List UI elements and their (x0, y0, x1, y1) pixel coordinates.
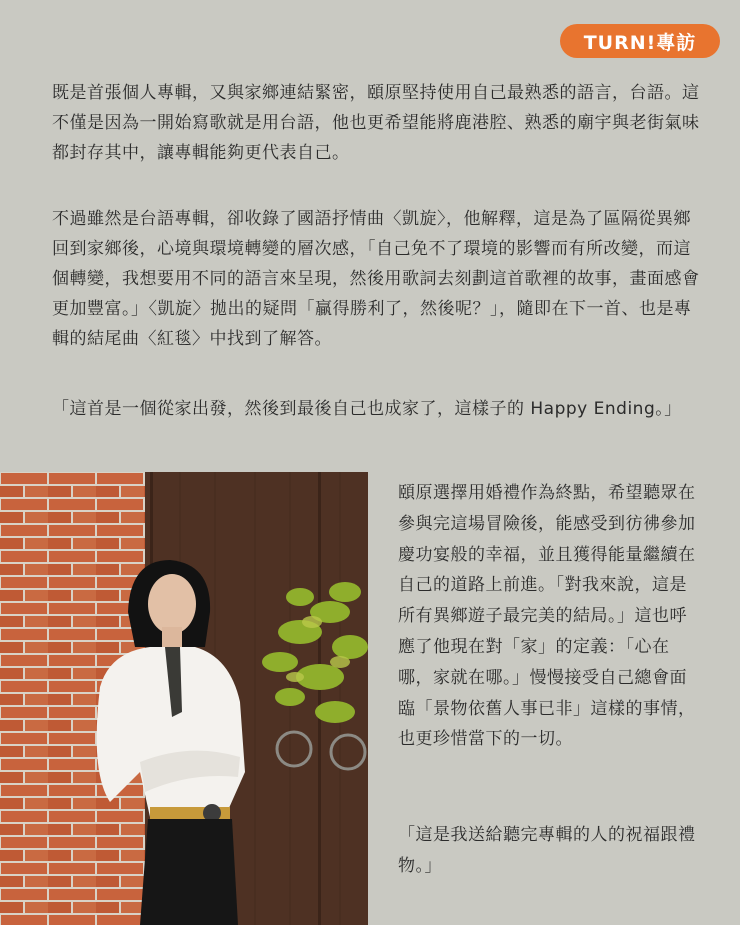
article-paragraph: 既是首張個人專輯，又與家鄉連結緊密，頤原堅持使用自己最熟悉的語言，台語。這不僅是因為一開始寫歌就是用台語，他也更希望能將鹿港腔、熟悉的廟宇與老街氣味都封存其中，讓專輯能夠更代表自己。 (52, 83, 700, 163)
article-quote: 「這是我送給聽完專輯的人的祝福跟禮物。」 (398, 825, 696, 876)
article-paragraph: 頤原選擇用婚禮作為終點，希望聽眾在參與完這場冒險後，能感受到彷彿參加慶功宴般的幸福，並且獲得能量繼續在自己的道路上前進。「對我來說，這是所有異鄉遊子最完美的結局。」這也呼應了他現在對「家」的定義：「心在哪，家就在哪。」慢慢接受自己總會面臨「景物依舊人事已非」這樣的事情，也更珍惜當下的一切。 (398, 483, 696, 750)
artist-photo (0, 472, 368, 925)
turn-logo: TURN!專訪 (560, 24, 720, 58)
article-paragraph: 不過雖然是台語專輯，卻收錄了國語抒情曲〈凱旋〉，他解釋，這是為了區隔從異鄉回到家鄉後，心境與環境轉變的層次感，「自己免不了環境的影響而有所改變，而這個轉變，我想要用不同的語言來呈現，然後用歌詞去刻劃這首歌裡的故事，畫面感會更加豐富。」〈凱旋〉拋出的疑問「贏得勝利了，然後呢？」，隨即在下一首、也是專輯的結尾曲〈紅毯〉中找到了解答。 (52, 209, 700, 349)
article-quote: 「這首是一個從家出發，然後到最後自己也成家了，這樣子的 Happy Ending。」 (52, 399, 682, 419)
